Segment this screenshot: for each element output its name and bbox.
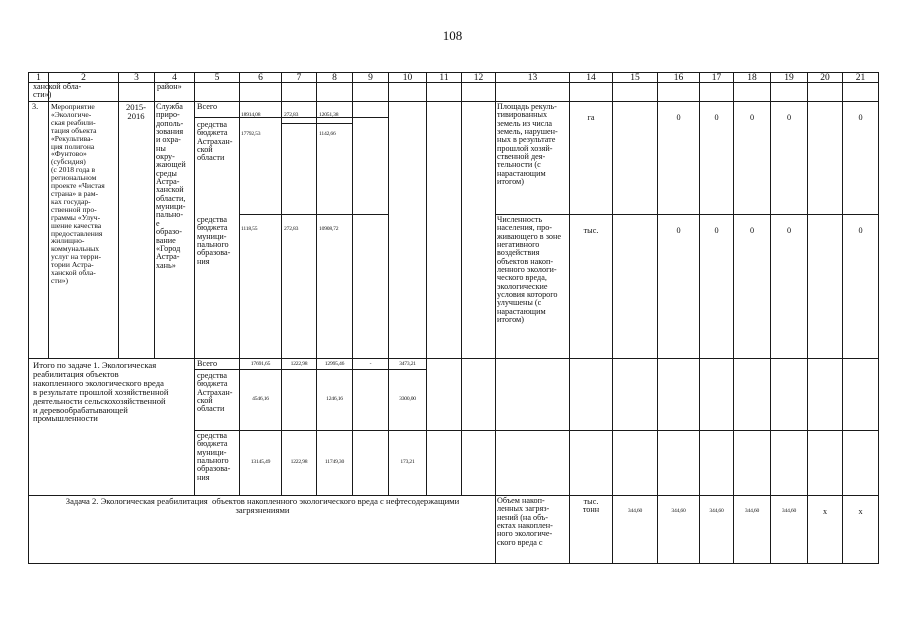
amount-cell: x [858, 507, 863, 516]
indicator-value: 0 [858, 226, 863, 235]
column-number-header: 17 [711, 73, 722, 83]
funding-source-regional: средства бюджета Астрахан- ской области [197, 120, 233, 163]
amount-cell: x [822, 507, 828, 516]
amount-cell: 272,83 [284, 226, 299, 232]
indicator-value: 0 [858, 113, 863, 122]
column-number-header: 10 [402, 73, 413, 83]
indicator-value: 0 [676, 113, 681, 122]
amount-cell: 18914,08 [241, 112, 261, 118]
amount-cell: 4546,16 [252, 396, 269, 402]
column-number-header: 15 [630, 73, 640, 83]
column-number-header: 5 [214, 73, 220, 83]
measure-period: 2015- 2016 [125, 102, 147, 121]
funding-source-total: Всего [197, 359, 218, 368]
funding-source-regional: средства бюджета Астрахан- ской области [197, 371, 233, 414]
measure-number: 3. [32, 102, 39, 111]
amount-cell: 1222,98 [290, 361, 308, 367]
column-number-header: 11 [439, 73, 449, 83]
indicator-name: Объем накоп- ленных загряз- нений (на объ- ектах накоплен- ного экологиче- ского вреда с [497, 496, 553, 547]
measure-executor: Служба приро- дополь- зования и охра- ны окру- жающей среды Астра- ханской области, муници- пально- е образо- вание «Город Астра- хань» [156, 102, 186, 270]
amount-cell: 344,60 [781, 508, 797, 514]
column-number-header: 1 [36, 73, 41, 83]
amount-cell: 1118,55 [241, 226, 258, 232]
column-number-header: 14 [586, 73, 596, 83]
indicator-name: Численность населения, про- живающего в зоне негативного воздействия объектов накоп- ленного экологи- ческого вреда, экологические условия которого улучшены (с нарастающим итогом) [497, 215, 561, 325]
indicator-value: 0 [749, 113, 755, 122]
column-number-header: 4 [172, 73, 177, 83]
amount-cell: 1222,98 [290, 459, 308, 465]
amount-cell: 17792,53 [241, 131, 261, 137]
indicator-value: 0 [714, 113, 719, 122]
column-number-header: 18 [747, 73, 757, 83]
amount-cell: 13145,49 [250, 459, 271, 465]
amount-cell: 1246,16 [326, 396, 343, 402]
indicator-unit: тыс. тонн [582, 497, 600, 515]
amount-cell: 344,60 [744, 508, 760, 514]
amount-cell: 3300,00 [399, 396, 416, 402]
task1-total-label: Итого по задаче 1. Экологическая реабилитация объектов накопленного экологического вреда в результате прошлой хозяйственной деятельности сельскохозяйственной и деревообрабатывающей промышленности [33, 360, 169, 424]
amount-cell: 272,83 [284, 112, 299, 118]
column-number-header: 9 [368, 73, 373, 83]
indicator-value: 0 [786, 113, 792, 122]
column-number-header: 20 [820, 73, 830, 83]
amount-cell: 3473,21 [399, 361, 416, 367]
indicator-unit: га [587, 113, 595, 122]
indicator-unit: тыс. [583, 226, 599, 235]
carry-over-text: ханской обла- сти») [33, 82, 82, 100]
amount-cell: 11749,30 [324, 459, 345, 465]
indicator-value: 0 [676, 226, 681, 235]
funding-source-municipal: средства бюджета муници- пального образова- ния [197, 215, 231, 266]
column-number-header: 8 [332, 73, 337, 83]
measure-name: Мероприятие «Экологиче- ская реабили- тация объекта «Рекультива- ция полигона «Фунтово» (субсидия) (с 2018 года в региональном проекте «Чистая страна» в рам- ках государ- ственной про- граммы «Улуч- шение качества предоставления жилищно- коммунальных услуг на терри- тории Астра- ханской обла- сти») [51, 102, 105, 285]
column-number-header: 6 [258, 73, 263, 83]
column-number-header: 16 [673, 73, 684, 83]
column-number-header: 2 [81, 73, 86, 83]
funding-source-total: Всего [197, 102, 218, 111]
indicator-name: Площадь рекуль- тивированных земель из числа земель, нарушен- ных в результате прошлой хозяй- ственной дея- тельности (с нарастающим итогом) [497, 102, 558, 187]
column-number-header: 7 [296, 73, 302, 83]
amount-cell: 10908,72 [319, 226, 339, 232]
page-number: 108 [442, 28, 463, 43]
indicator-value: 0 [714, 226, 719, 235]
amount-cell: 1142,66 [319, 131, 336, 137]
funding-source-municipal: средства бюджета муници- пального образова- ния [197, 431, 231, 482]
indicator-value: 0 [749, 226, 755, 235]
amount-cell: 344,60 [709, 508, 724, 514]
amount-cell: 173,21 [400, 459, 415, 465]
column-number-header: 13 [527, 73, 538, 83]
amount-cell: 17691,65 [250, 361, 271, 367]
column-number-header: 21 [855, 73, 866, 83]
task2-label: Задача 2. Экологическая реабилитация объектов накопленного экологического вреда с нефтесодержащими загрязнениями [65, 496, 460, 515]
indicator-value: 0 [786, 226, 792, 235]
amount-cell: 12995,46 [324, 361, 345, 367]
amount-cell: 344,60 [627, 508, 643, 514]
amount-cell: 12051,38 [319, 112, 339, 118]
column-number-header: 12 [473, 73, 484, 83]
amount-cell: 344,60 [671, 508, 686, 514]
column-number-header: 3 [134, 73, 139, 83]
amount-cell: - [369, 361, 372, 367]
carry-over-text: район» [157, 82, 182, 91]
column-number-header: 19 [784, 73, 794, 83]
